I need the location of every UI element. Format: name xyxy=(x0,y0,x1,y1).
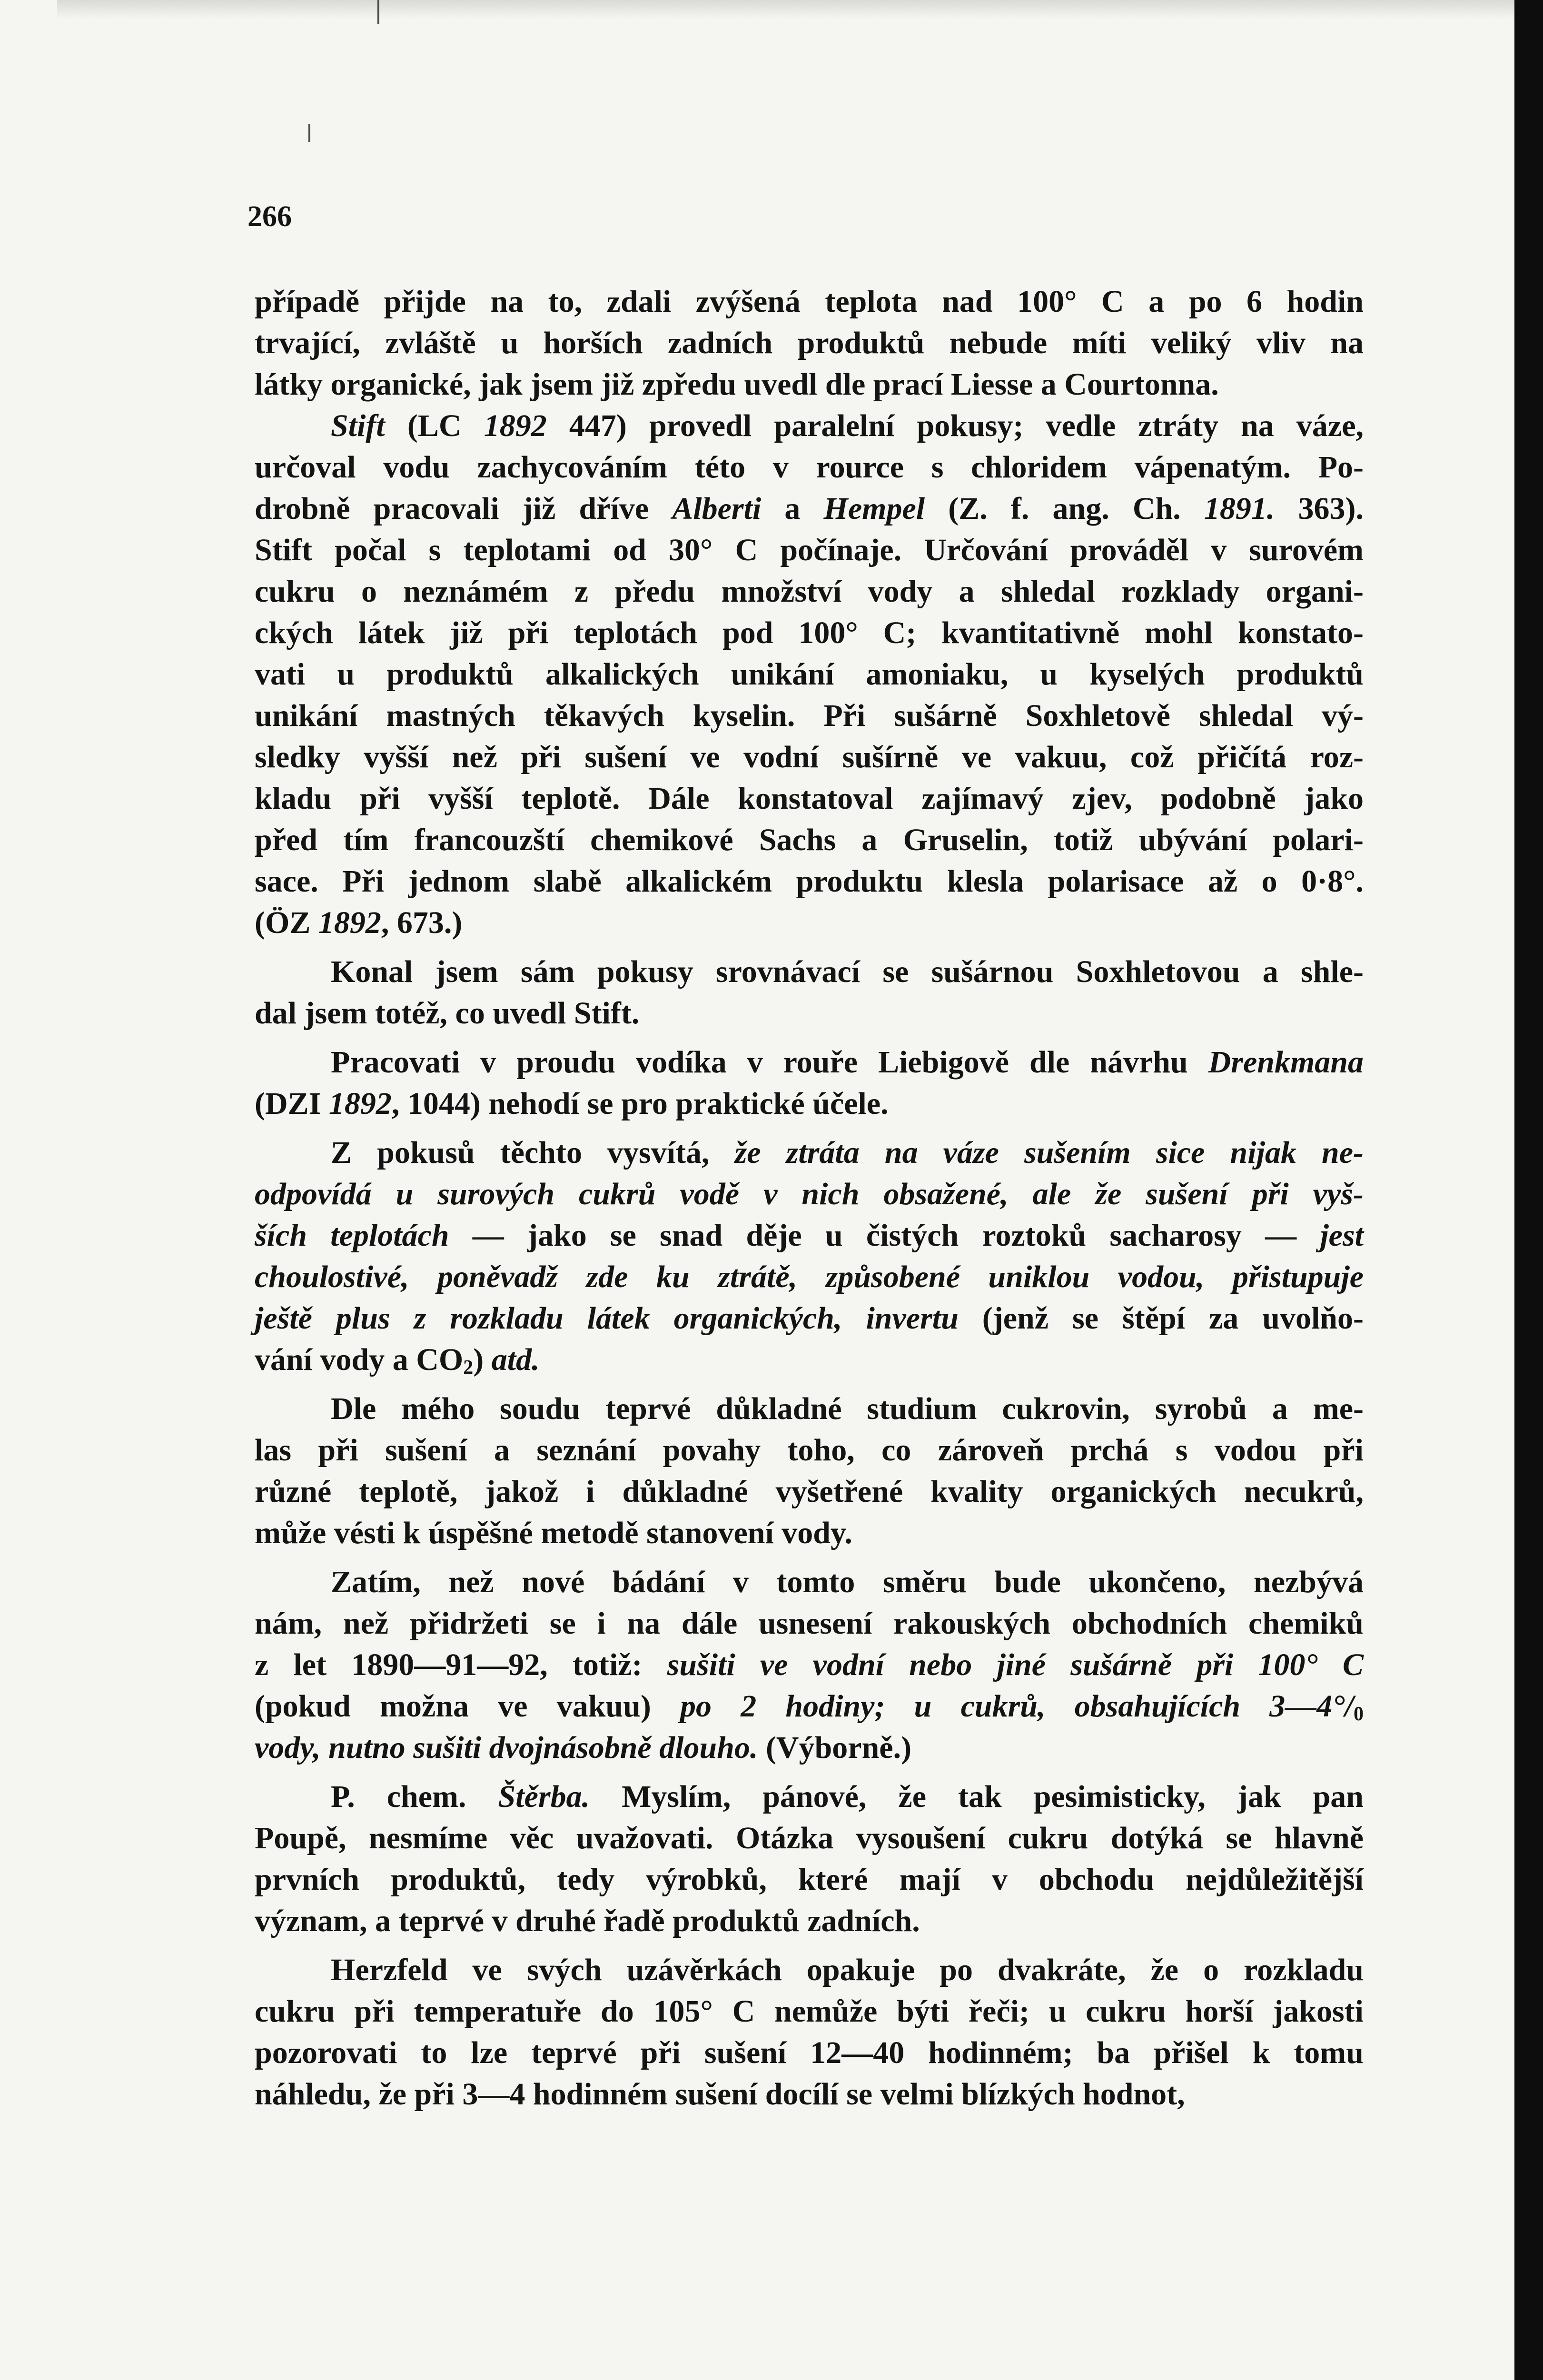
text-run: význam, a teprvé v druhé řadě produktů zadních. xyxy=(255,1904,920,1938)
text-line xyxy=(255,488,1364,529)
text-run: unikání mastných těkavých kyselin. Při sušárně Soxhletově shledal vý- xyxy=(255,698,1364,733)
text-run: (Z. f. ang. Ch. xyxy=(925,491,1204,526)
text-line xyxy=(255,1512,1364,1554)
italic-run: že ztráta na váze sušením sice nijak ne- xyxy=(734,1135,1364,1170)
scan-top-shadow xyxy=(57,0,1514,19)
subscript: 2 xyxy=(463,1357,474,1378)
paragraph-gap xyxy=(255,1942,1364,1949)
italic-run: odpovídá u surových cukrů vodě v nich obsažené, ale že sušení při vyš- xyxy=(255,1177,1364,1211)
text-line xyxy=(255,1298,1364,1339)
text-line xyxy=(255,992,1364,1034)
paragraph xyxy=(255,405,1364,943)
text-run: sace. Při jednom slabě alkalickém produktu klesla polarisace až o 0·8°. xyxy=(255,864,1364,899)
text-run: cukru při temperatuře do 105° C nemůže býti řeči; u cukru horší jakosti xyxy=(255,1994,1364,2029)
text-line xyxy=(255,612,1364,654)
text-run: náhledu, že při 3—4 hodinném sušení docílí se velmi blízkých hodnot, xyxy=(255,2077,1185,2112)
page-number: 266 xyxy=(247,200,292,233)
text-run: může vésti k úspěšné metodě stanovení vody. xyxy=(255,1516,852,1550)
text-run: Konal jsem sám pokusy srovnávací se sušárnou Soxhletovou a shle- xyxy=(331,954,1364,989)
text-line xyxy=(255,1388,1364,1429)
text-line xyxy=(255,1686,1364,1727)
text-line xyxy=(255,1900,1364,1942)
text-run: ckých látek již při teplotách pod 100° C; kvantitativně mohl konstato- xyxy=(255,615,1364,650)
text-line xyxy=(255,1991,1364,2032)
text-run: (jenž se štěpí za uvolňo- xyxy=(958,1301,1364,1336)
text-line xyxy=(255,1561,1364,1603)
text-run: z let 1890—91—92, totiž: xyxy=(255,1647,667,1682)
text-run: vati u produktů alkalických unikání amoniaku, u kyselých produktů xyxy=(255,657,1364,692)
scan-right-edge xyxy=(1514,0,1543,2380)
paragraph-gap xyxy=(255,1768,1364,1776)
text-run: las při sušení a seznání povahy toho, co zároveň prchá s vodou při xyxy=(255,1433,1364,1468)
text-run: nám, než přidržeti se i na dále usnesení rakouských obchodních chemiků xyxy=(255,1606,1364,1641)
text-line xyxy=(255,861,1364,902)
text-run: , 673.) xyxy=(381,905,463,940)
text-run: a xyxy=(761,491,824,526)
paragraph-gap xyxy=(255,1380,1364,1388)
text-run: (DZI xyxy=(255,1086,329,1121)
text-run: látky organické, jak jsem již zpředu uvedl dle prací Liesse a Courtonna. xyxy=(255,367,1219,402)
text-line xyxy=(255,529,1364,571)
italic-run: jest xyxy=(1320,1218,1364,1253)
text-run: sledky vyšší než při sušení ve vodní sušírně ve vakuu, což přičítá roz- xyxy=(255,740,1364,774)
text-run: prvních produktů, tedy výrobků, které mají v obchodu nejdůležitější xyxy=(255,1862,1364,1897)
text-line xyxy=(255,819,1364,861)
text-run: drobně pracovali již dříve xyxy=(255,491,673,526)
text-line xyxy=(255,2032,1364,2073)
text-run: (LC xyxy=(385,408,484,443)
text-line xyxy=(255,1041,1364,1083)
text-line xyxy=(255,1339,1364,1380)
paragraph xyxy=(255,1132,1364,1380)
italic-run: 1892 xyxy=(328,1086,392,1121)
text-run: různé teplotě, jakož i důkladné vyšetřené kvality organických necukrů, xyxy=(255,1474,1364,1509)
text-line xyxy=(255,1429,1364,1471)
text-line xyxy=(255,446,1364,488)
text-line xyxy=(255,2073,1364,2115)
text-run: Zatím, než nové bádání v tomto směru bude ukončeno, nezbývá xyxy=(331,1565,1364,1599)
paragraph xyxy=(255,1561,1364,1768)
text-line xyxy=(255,1132,1364,1173)
text-run: Z pokusů těchto vysvítá, xyxy=(331,1135,735,1170)
paragraph xyxy=(255,1388,1364,1554)
text-line xyxy=(255,1603,1364,1644)
paragraph xyxy=(255,1041,1364,1124)
italic-run: ších teplotách xyxy=(255,1218,449,1253)
text-run: před tím francouzští chemikové Sachs a Gruselin, totiž ubývání polari- xyxy=(255,823,1364,857)
text-run: (ÖZ xyxy=(255,905,318,940)
text-run: Pracovati v proudu vodíka v rouře Liebigově dle návrhu xyxy=(331,1045,1208,1080)
paragraph-gap xyxy=(255,1554,1364,1561)
text-run: ) xyxy=(473,1342,492,1377)
italic-run: vody, nutno sušiti dvojnásobně dlouho. xyxy=(255,1730,758,1765)
text-run: 447) provedl paralelní pokusy; vedle ztráty na váze, xyxy=(546,408,1364,443)
text-run: Poupě, nesmíme věc uvažovati. Otázka vysoušení cukru dotýká se hlavně xyxy=(255,1821,1364,1855)
text-line xyxy=(255,1215,1364,1256)
italic-run: 1891. xyxy=(1204,491,1275,526)
text-line xyxy=(255,654,1364,695)
text-line xyxy=(255,1083,1364,1124)
text-run: Herzfeld ve svých uzávěrkách opakuje po dvakráte, že o rozkladu xyxy=(331,1953,1364,1987)
text-run: P. chem. xyxy=(331,1779,498,1814)
italic-run: ještě plus z rozkladu látek organických, invertu xyxy=(255,1301,959,1336)
italic-run: atd. xyxy=(491,1342,540,1377)
text-line xyxy=(255,736,1364,778)
italic-run: Hempel xyxy=(823,491,925,526)
text-line xyxy=(255,1471,1364,1512)
text-run: trvající, zvláště u horších zadních produktů nebude míti veliký vliv na xyxy=(255,326,1364,360)
text-line xyxy=(255,281,1364,322)
text-run: (pokud možna ve vakuu) xyxy=(255,1689,681,1724)
paragraph-gap xyxy=(255,1034,1364,1041)
paragraph xyxy=(255,281,1364,405)
text-run: Stift počal s teplotami od 30° C počínaje. Určování prováděl v surovém xyxy=(255,533,1364,567)
italic-run: sušiti ve vodní nebo jiné sušárně při 100° C xyxy=(667,1647,1364,1682)
text-line xyxy=(255,1949,1364,1991)
scan-mark xyxy=(377,0,379,24)
text-run: pozorovati to lze teprvé při sušení 12—40 hodinném; ba přišel k tomu xyxy=(255,2035,1364,2070)
text-line xyxy=(255,902,1364,943)
text-run: cukru o neznámém z předu množství vody a shledal rozklady organi- xyxy=(255,574,1364,609)
body-text xyxy=(255,281,1364,2115)
text-run: případě přijde na to, zdali zvýšená teplota nad 100° C a po 6 hodin xyxy=(255,284,1364,319)
paragraph xyxy=(255,1949,1364,2115)
subscript: 0 xyxy=(1354,1703,1364,1725)
text-line xyxy=(255,1644,1364,1686)
italic-run: choulostivé, poněvadž zde ku ztrátě, způsobené uniklou vodou, přistupuje xyxy=(255,1259,1364,1294)
text-line xyxy=(255,1256,1364,1298)
text-line xyxy=(255,1727,1364,1768)
text-line xyxy=(255,364,1364,405)
text-run: 363). xyxy=(1275,491,1364,526)
italic-run: Štěrba. xyxy=(498,1779,590,1814)
text-run: dal jsem totéž, co uvedl Stift. xyxy=(255,996,640,1031)
italic-run: 1892 xyxy=(484,408,547,443)
text-line xyxy=(255,1776,1364,1817)
text-run: (Výborně.) xyxy=(758,1730,912,1765)
italic-run: Stift xyxy=(331,408,385,443)
text-run: Dle mého soudu teprvé důkladné studium cukrovin, syrobů a me- xyxy=(331,1391,1364,1426)
paragraph xyxy=(255,1776,1364,1942)
text-run: Myslím, pánové, že tak pesimisticky, jak pan xyxy=(590,1779,1364,1814)
text-run: , 1044) nehodí se pro praktické účele. xyxy=(391,1086,889,1121)
text-line xyxy=(255,322,1364,364)
paragraph-gap xyxy=(255,1124,1364,1132)
scan-mark xyxy=(308,124,310,142)
text-run: vání vody a CO xyxy=(255,1342,464,1377)
text-line xyxy=(255,1859,1364,1900)
text-run: určoval vodu zachycováním této v rource s chloridem vápenatým. Po- xyxy=(255,450,1364,485)
text-run: kladu při vyšší teplotě. Dále konstatoval zajímavý zjev, podobně jako xyxy=(255,781,1364,816)
text-line xyxy=(255,1817,1364,1859)
text-line xyxy=(255,778,1364,819)
italic-run: 1892 xyxy=(318,905,381,940)
paragraph xyxy=(255,951,1364,1034)
text-line xyxy=(255,405,1364,446)
italic-run: po 2 hodiny; u cukrů, obsahujících 3—4°/ xyxy=(680,1689,1354,1724)
text-line xyxy=(255,951,1364,992)
text-line xyxy=(255,695,1364,736)
italic-run: Alberti xyxy=(672,491,762,526)
italic-run: Drenkmana xyxy=(1208,1045,1364,1080)
text-run: — jako se snad děje u čistých roztoků sacharosy — xyxy=(449,1218,1320,1253)
paragraph-gap xyxy=(255,943,1364,951)
text-line xyxy=(255,1173,1364,1215)
text-line xyxy=(255,571,1364,612)
